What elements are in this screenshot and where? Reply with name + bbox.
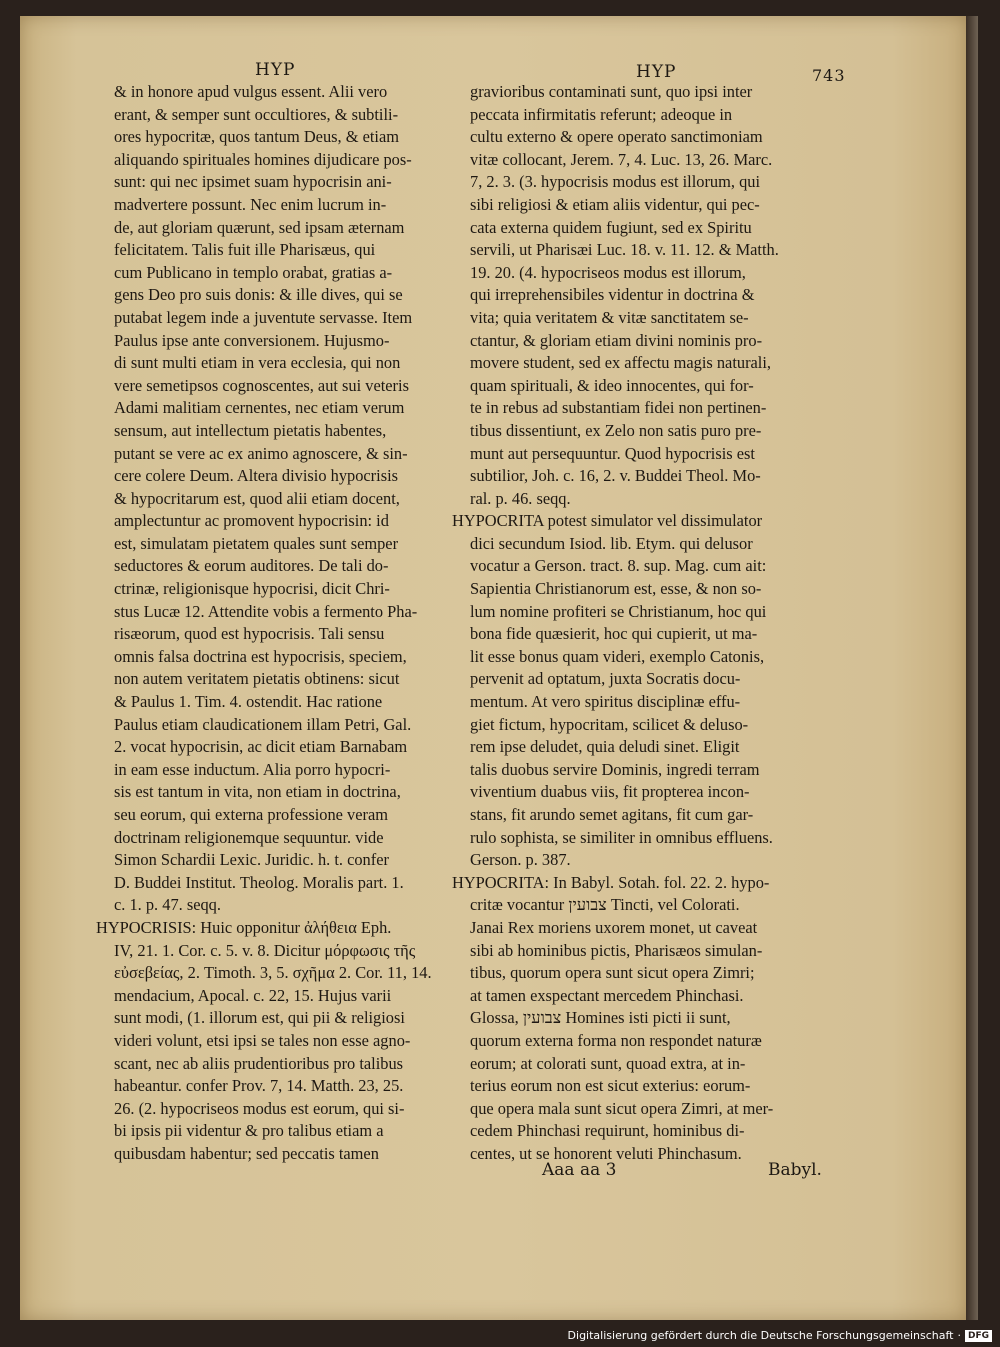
left-column-line: seu eorum, qui externa professione veram <box>114 805 388 824</box>
left-column-line: & hypocritarum est, quod alii etiam docent, <box>114 488 400 508</box>
right-column-line: munt aut persequuntur. Quod hypocrisis est <box>470 443 755 463</box>
right-column-line: Glossa, צבועין Homines isti picti ii sunt, <box>470 1008 731 1028</box>
right-column-line: HYPOCRITA: In Babyl. Sotah. fol. 22. 2. hypo- <box>452 872 770 892</box>
left-column-line: est, simulatam pietatem quales sunt semper <box>114 533 399 553</box>
left-column-line: stus Lucæ 12. Attendite vobis a fermento Pha- <box>114 601 418 621</box>
left-column-line: D. Buddei Institut. Theolog. Moralis part. 1. <box>114 872 404 892</box>
right-column-line: te in rebus ad substantiam fidei non pertinen- <box>470 398 767 418</box>
left-column-line: ores hypocritæ, quos tantum Deus, & etiam <box>114 127 399 147</box>
left-column-line: HYPOCRISIS: Huic opponitur ἀλήθεια Eph. <box>96 917 392 937</box>
left-column-line: erant, & semper sunt occultiores, & subtili- <box>114 104 399 124</box>
right-column-line: rulo sophista, se similiter in omnibus effluens. <box>470 827 773 847</box>
right-column-line: rem ipse deludet, quia deludi sinet. Eligit <box>470 737 740 757</box>
left-column-line: IV, 21. 1. Cor. c. 5. v. 8. Dicitur μόρφωσις τῆς <box>114 940 416 960</box>
left-column-line: videri volunt, etsi ipsi se tales non esse agno- <box>114 1030 411 1050</box>
right-column-line: servili, ut Pharisæi Luc. 18. v. 11. 12. & Matth. <box>470 240 779 260</box>
right-column-line: ctantur, & gloriam etiam divini nominis pro- <box>470 330 763 350</box>
left-column-line: & in honore apud vulgus essent. Alii vero <box>114 82 388 101</box>
footer-text: Digitalisierung gefördert durch die Deutsche Forschungsgemeinschaft <box>567 1329 954 1342</box>
left-column-line: aliquando spirituales homines dijudicare pos- <box>114 149 412 169</box>
right-column-line: pervenit ad optatum, juxta Socratis docu- <box>470 669 741 689</box>
digitization-footer: Digitalisierung gefördert durch die Deutsche Forschungsgemeinschaft · DFG <box>568 1329 992 1342</box>
left-column-line: quibusdam habentur; sed peccatis tamen <box>114 1143 379 1163</box>
right-column-line: gravioribus contaminati sunt, quo ipsi inter <box>470 82 753 101</box>
right-column-line: 19. 20. (4. hypocriseos modus est illorum, <box>470 262 746 282</box>
left-column-line: mendacium, Apocal. c. 22, 15. Hujus varii <box>114 985 392 1005</box>
right-column-line: tibus dissentiunt, ex Zelo non satis puro pre- <box>470 420 762 440</box>
right-column-line: sibi religiosi & etiam aliis videntur, qui pec- <box>470 194 760 214</box>
right-column-line: at tamen exspectant mercedem Phinchasi. <box>470 985 744 1005</box>
catchword: Babyl. <box>768 1160 822 1180</box>
left-column-line: putabat legem inde a juventute servasse. Item <box>114 307 413 327</box>
left-column-line: sunt: qui nec ipsimet suam hypocrisin ani- <box>114 172 392 192</box>
right-column-line: dici secundum Isiod. lib. Etym. qui delusor <box>470 533 753 553</box>
left-column-line: doctrinam religionemque sequuntur. vide <box>114 827 384 847</box>
left-column-line: ctrinæ, religionisque hypocrisi, dicit Chri- <box>114 579 390 599</box>
left-column-line: felicitatem. Talis fuit ille Pharisæus, qui <box>114 240 376 260</box>
right-column-line: stans, fit arundo semet agitans, fit cum gar- <box>470 805 754 824</box>
left-column-line: εὐσεβείας, 2. Timoth. 3, 5. σχῆμα 2. Cor. 11, 14. <box>114 963 432 983</box>
running-head-right: HYP <box>636 62 677 82</box>
right-column-line: lit esse bonus quam videri, exemplo Catonis, <box>470 646 765 666</box>
right-column-line: tibus, quorum opera sunt sicut opera Zimri; <box>470 963 755 983</box>
right-column-line: que opera mala sunt sicut opera Zimri, at mer- <box>470 1098 774 1118</box>
left-column-line: sunt modi, (1. illorum est, qui pii & religiosi <box>114 1008 405 1028</box>
left-column-line: omnis falsa doctrina est hypocrisis, speciem, <box>114 646 407 666</box>
left-column-line: 26. (2. hypocriseos modus est eorum, qui si- <box>114 1098 405 1118</box>
right-column-line: Sapientia Christianorum est, esse, & non so- <box>470 579 762 599</box>
right-column-line: mentum. At vero spiritus disciplinæ effu- <box>470 692 741 712</box>
page-number: 743 <box>812 66 846 85</box>
page-edge-shadow <box>966 16 978 1320</box>
right-column-line: giet fictum, hypocritam, scilicet & deluso- <box>470 714 749 734</box>
right-column-line: eorum; at colorati sunt, quoad extra, at in- <box>470 1053 746 1073</box>
left-column-line: c. 1. p. 47. seqq. <box>114 895 221 915</box>
right-column-line: terius eorum non est sicut exterius: eorum- <box>470 1076 751 1096</box>
left-column-line: cere colere Deum. Altera divisio hypocrisis <box>114 466 399 486</box>
right-column-line: quam spirituali, & ideo innocentes, qui for- <box>470 375 754 395</box>
right-column-line: subtilior, Joh. c. 16, 2. v. Buddei Theol. Mo- <box>470 466 761 486</box>
running-head-left: HYP <box>255 60 296 80</box>
right-column-line: cata externa quidem fugiunt, sed ex Spiritu <box>470 217 752 237</box>
right-column-line: sibi ab hominibus pictis, Pharisæos simulan- <box>470 940 763 960</box>
left-column-line: de, aut gloriam quærunt, sed ipsam æternam <box>114 217 405 237</box>
right-column-line: viventium duabus viis, fit propterea incon- <box>470 782 750 802</box>
left-column-line: & Paulus 1. Tim. 4. ostendit. Hac ratione <box>114 692 383 712</box>
right-column-line: vocatur a Gerson. tract. 8. sup. Mag. cum ait: <box>470 556 767 576</box>
right-column-line: quorum externa forma non respondet naturæ <box>470 1030 762 1050</box>
right-column-line: bona fide quæsierit, hoc qui cupierit, ut ma- <box>470 624 758 644</box>
left-column-line: risæorum, quod est hypocrisis. Tali sensu <box>114 624 385 644</box>
left-column-line: vere semetipsos cognoscentes, aut sui veteris <box>114 375 409 395</box>
left-column-line: scant, nec ab aliis prudentioribus pro talibus <box>114 1053 404 1073</box>
left-column-line: non autem veritatem pietatis obtinens: sicut <box>114 669 400 689</box>
left-column-line: Paulus etiam claudicationem illam Petri, Gal. <box>114 714 412 734</box>
left-column-line: 2. vocat hypocrisin, ac dicit etiam Barnabam <box>114 737 408 757</box>
left-column-line: bi ipsis pii videntur & pro talibus etiam a <box>114 1121 384 1141</box>
right-column-line: HYPOCRITA potest simulator vel dissimulator <box>452 511 763 531</box>
left-column-line: cum Publicano in templo orabat, gratias a- <box>114 262 393 282</box>
right-column-line: talis duobus servire Dominis, ingredi terram <box>470 759 760 779</box>
left-column-line: putant se vere ac ex animo agnoscere, & sin- <box>114 443 408 463</box>
right-column-line: movere student, sed ex affectu magis naturali, <box>470 353 772 373</box>
left-column-line: sensum, aut intellectum pietatis habentes, <box>114 420 387 440</box>
left-column-line: in eam esse inductum. Alia porro hypocri- <box>114 759 391 779</box>
right-column-line: vitæ collocant, Jerem. 7, 4. Luc. 13, 26. Marc. <box>470 149 773 169</box>
dfg-logo-icon: DFG <box>965 1330 992 1342</box>
right-column-line: Gerson. p. 387. <box>470 850 571 870</box>
right-column-line: vita; quia veritatem & vitæ sanctitatem se- <box>470 307 749 327</box>
left-column-line: seductores & eorum auditores. De tali do- <box>114 556 389 576</box>
left-column-line: sis est tantum in vita, non etiam in doctrina, <box>114 782 401 802</box>
right-text-column <box>452 81 842 1166</box>
left-text-column <box>96 81 464 1166</box>
left-column-line: Adami malitiam cernentes, nec etiam verum <box>114 398 405 418</box>
left-column-line: Simon Schardii Lexic. Juridic. h. t. confer <box>114 850 389 870</box>
right-column-line: critæ vocantur צבועין Tincti, vel Colorati. <box>470 895 740 915</box>
signature-mark: Aaa aa 3 <box>542 1160 617 1180</box>
right-column-line: lum nomine profiteri se Christianum, hoc qui <box>470 601 767 621</box>
right-column-line: peccata infirmitatis referunt; adeoque in <box>470 104 733 124</box>
left-column-line: habeantur. confer Prov. 7, 14. Matth. 23, 25. <box>114 1076 404 1096</box>
right-column-line: Janai Rex moriens uxorem monet, ut caveat <box>470 917 758 937</box>
left-column-line: di sunt multi etiam in vera ecclesia, qui non <box>114 353 401 373</box>
right-column-line: cedem Phinchasi requirunt, hominibus di- <box>470 1121 745 1141</box>
left-column-line: madvertere possunt. Nec enim lucrum in- <box>114 194 387 214</box>
right-column-line: qui irreprehensibiles videntur in doctrina & <box>470 285 755 305</box>
right-column-line: ral. p. 46. seqq. <box>470 488 571 508</box>
right-column-line: centes, ut se honorent veluti Phinchasum. <box>470 1143 742 1163</box>
right-column-line: cultu externo & opere operato sanctimoniam <box>470 127 763 147</box>
left-column-line: gens Deo pro suis donis: & ille dives, qui se <box>114 285 403 305</box>
left-column-line: Paulus ipse ante conversionem. Hujusmo- <box>114 330 390 350</box>
left-column-line: amplectuntur ac promovent hypocrisin: id <box>114 511 389 531</box>
right-column-line: 7, 2. 3. (3. hypocrisis modus est illorum, qui <box>470 172 761 192</box>
